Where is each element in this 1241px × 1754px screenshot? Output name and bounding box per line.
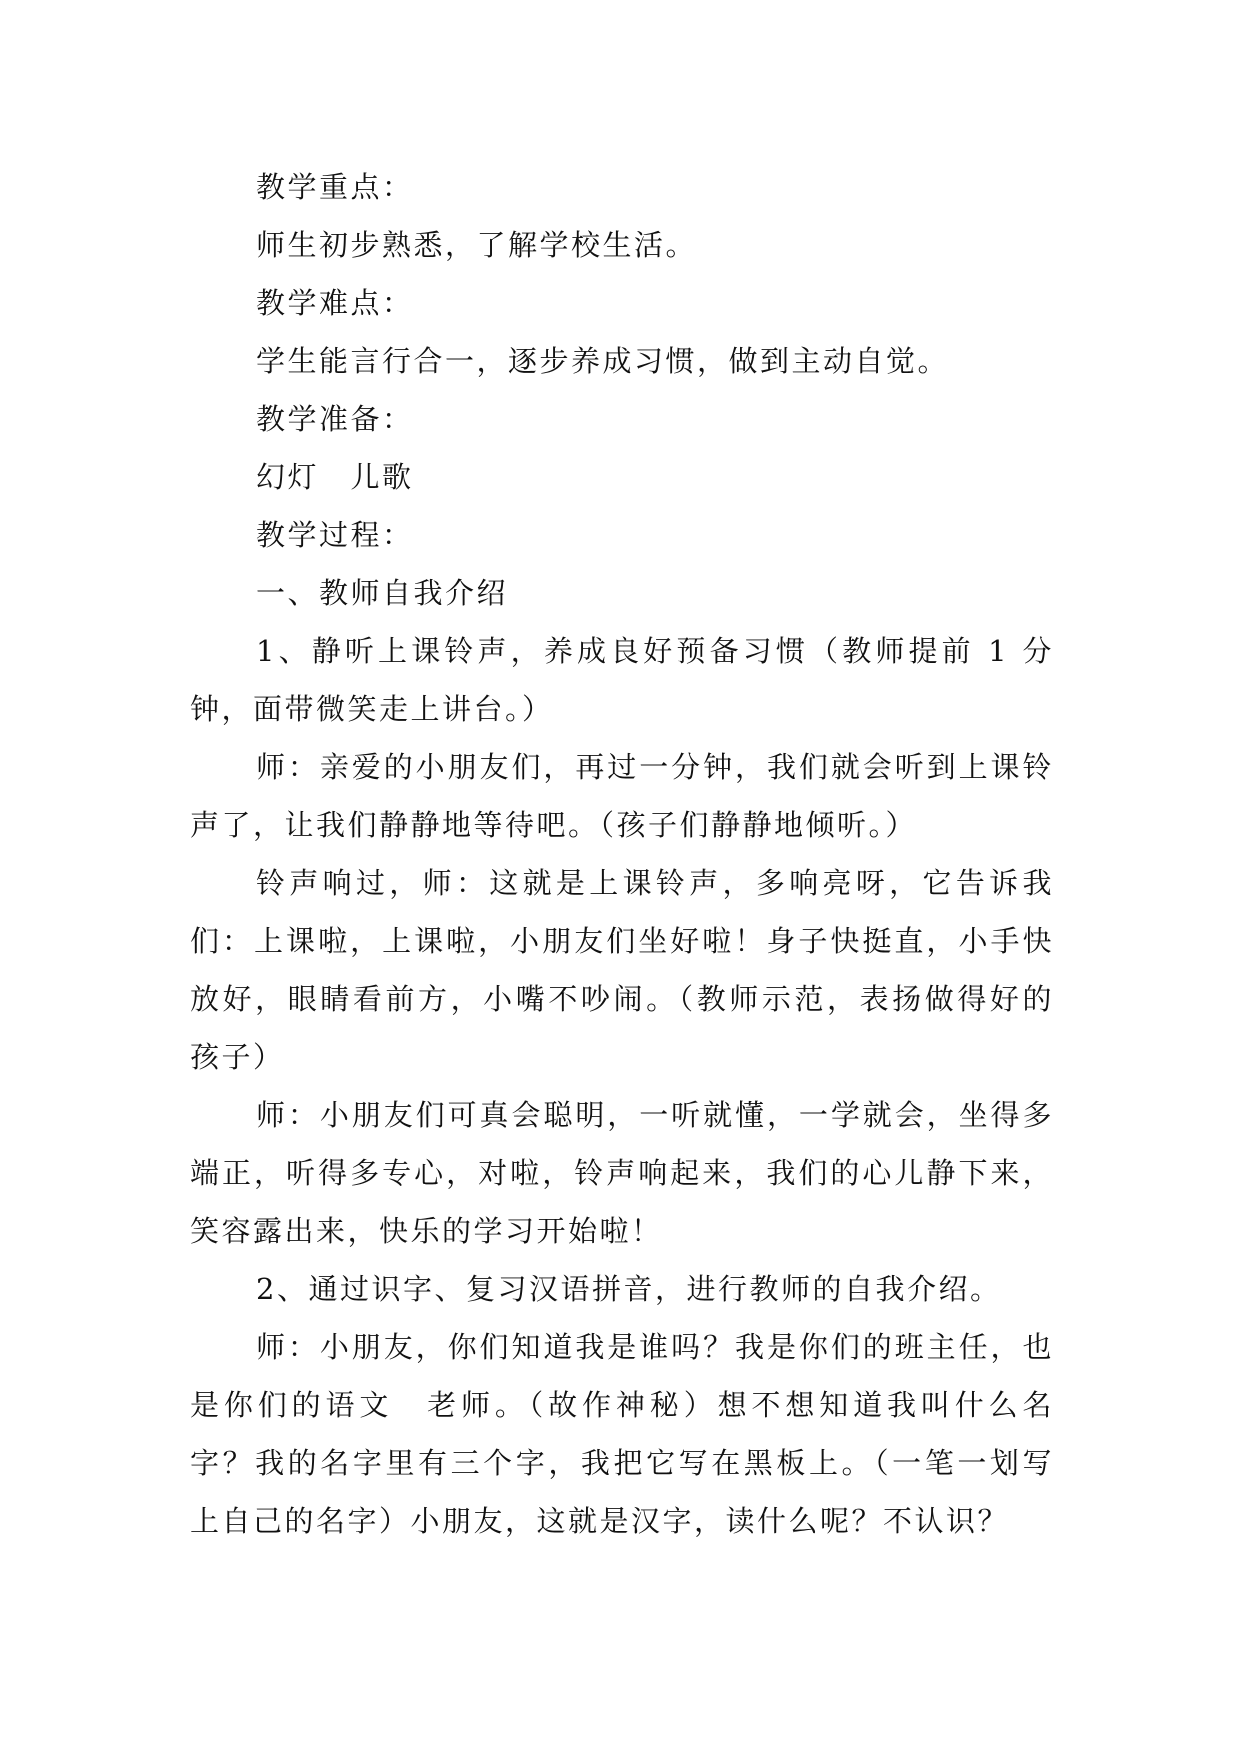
dialogue-paragraph-3: 师：小朋友们可真会聪明，一听就懂，一学就会，坐得多端正，听得多专心，对啦，铃声响起来，我们的心儿静下来，笑容露出来，快乐的学习开始啦！ [190, 1098, 1054, 1248]
heading-teaching-focus: 教学重点： [256, 170, 414, 204]
section-teacher-introduction: 一、教师自我介绍 [256, 576, 509, 610]
step-1-paragraph: 1、静听上课铃声，养成良好预备习惯（教师提前 1 分钟，面带微笑走上讲台。） [190, 634, 1054, 726]
teaching-preparation-text: 幻灯 儿歌 [256, 460, 414, 494]
dialogue-paragraph-4: 师：小朋友，你们知道我是谁吗？我是你们的班主任，也是你们的语文 老师。（故作神秘）想不想知道我叫什么名字？我的名字里有三个字，我把它写在黑板上。（一笔一划写上自己的名字）小朋友，这就是汉字，读什么呢？不认识？ [190, 1330, 1054, 1538]
teaching-focus-text: 师生初步熟悉，了解学校生活。 [256, 228, 698, 262]
heading-teaching-process: 教学过程： [256, 518, 414, 552]
dialogue-paragraph-1: 师：亲爱的小朋友们，再过一分钟，我们就会听到上课铃声了，让我们静静地等待吧。（孩子们静静地倾听。） [190, 750, 1054, 842]
document-body [190, 158, 1054, 1550]
heading-teaching-difficulty: 教学难点： [256, 286, 414, 320]
step-2-paragraph: 2、通过识字、复习汉语拼音，进行教师的自我介绍。 [256, 1272, 1002, 1306]
dialogue-paragraph-2: 铃声响过，师：这就是上课铃声，多响亮呀，它告诉我们：上课啦，上课啦，小朋友们坐好啦！身子快挺直，小手快放好，眼睛看前方，小嘴不吵闹。（教师示范，表扬做得好的孩子） [190, 866, 1054, 1074]
heading-teaching-preparation: 教学准备： [256, 402, 414, 436]
teaching-difficulty-text: 学生能言行合一，逐步养成习惯，做到主动自觉。 [256, 344, 950, 378]
